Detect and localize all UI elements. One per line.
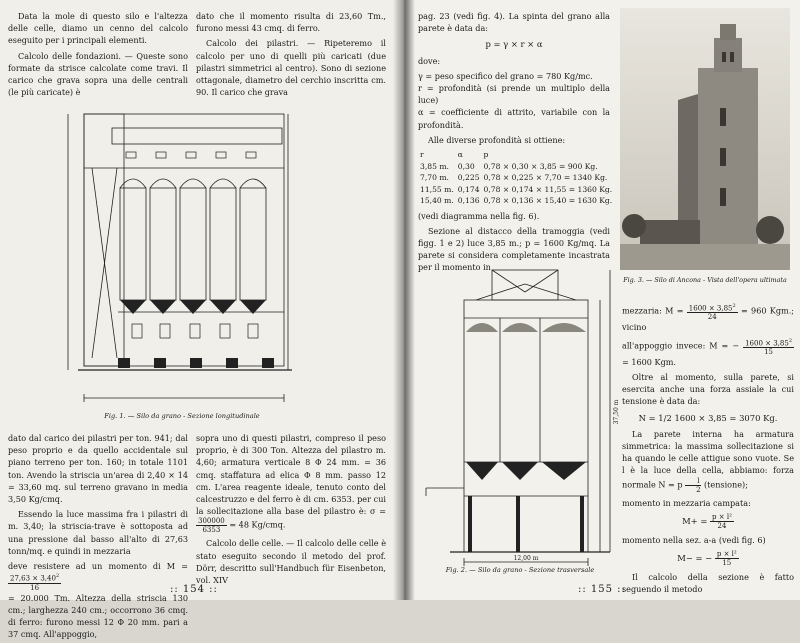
paragraph: dato che il momento risulta di 23,60 Tm., furono messi 43 cmq. di ferro. xyxy=(196,11,386,34)
dimension-width: 12,00 m xyxy=(513,555,539,562)
fraction-denominator: 2 xyxy=(696,485,701,494)
table-cell: 15,40 m. xyxy=(420,196,454,206)
book-gutter xyxy=(393,0,415,600)
figure-1-caption: Fig. 1. — Silo da grano - Sezione longitudinale xyxy=(104,412,260,420)
table-header: p xyxy=(483,150,489,160)
left-col1-bottom xyxy=(8,432,188,643)
appoggio-label: all'appoggio invece: M = − xyxy=(622,340,740,351)
table-cell: 3,85 m. xyxy=(420,161,449,171)
m-plus-formula xyxy=(622,513,794,530)
appoggio-line xyxy=(622,337,794,369)
figure-2-transverse-section xyxy=(420,262,620,568)
right-col1-top xyxy=(418,10,613,277)
m-plus-label: M+ = xyxy=(682,515,708,526)
m-minus-label: M− = − xyxy=(677,553,713,564)
table-cell: 0,225 xyxy=(457,173,480,183)
right-page xyxy=(398,0,800,600)
mezzaria-fraction xyxy=(687,302,738,321)
table-header-row xyxy=(418,149,614,161)
fraction-denominator: 6353 xyxy=(202,526,221,535)
numerator-text: 1600 × 3,85 xyxy=(745,338,789,347)
paragraph: Sezione al distacco della tramoggia (vedi figg. 1 e 2) luce 3,85 m.; p = 1600 Kg/mq. La parete si considera completamente incastrata per il momento in xyxy=(418,225,610,273)
table-cell: 0,174 xyxy=(457,184,480,194)
armatura-text: La parete interna ha armatura simmetrica: la massima sollecitazione si ha quando le celle attigue sono vuote. Se l è la luce della cella, abbiamo: forza normale N = p xyxy=(622,428,794,490)
sigma-fraction xyxy=(196,517,227,534)
table-cell: 7,70 m. xyxy=(420,173,449,183)
table-cell: 0,136 xyxy=(457,196,480,206)
right-col2-bottom xyxy=(622,302,794,599)
table-cell: 0,30 xyxy=(457,161,475,171)
left-col1-top xyxy=(8,10,188,101)
exponent: 2 xyxy=(788,337,792,344)
mezzaria-result: = 960 Kgm.; vicino xyxy=(622,305,794,333)
left-page xyxy=(0,0,398,640)
silo-transverse-drawing xyxy=(420,262,620,568)
exponent: 2 xyxy=(732,303,736,309)
table-note: (vedi diagramma nella fig. 6). xyxy=(418,210,540,221)
paragraph: = 20.000 Tm. Altezza della striscia 130 cm.; larghezza 240 cm.; occorrono 36 cmq. di ferro: furono messi 12 Φ 20 mm. pari a 37 cmq. All'appoggio, xyxy=(8,592,188,640)
table-cell: 0,78 × 0,225 × 7,70 = 1340 Kg. xyxy=(483,173,608,183)
figure-2-caption: Fig. 2. — Silo da grano - Sezione trasversale xyxy=(445,566,595,574)
fraction-denominator: 15 xyxy=(722,559,732,568)
armatura-fraction xyxy=(685,477,701,494)
paragraph: Alle diverse profondità si ottiene: xyxy=(428,134,566,145)
appoggio-fraction xyxy=(743,337,794,356)
table-header: α xyxy=(457,150,463,160)
figure-3-caption: Fig. 3. — Silo di Ancona - Vista dell'opera ultimata xyxy=(623,276,787,284)
fraction-numerator: 300000 xyxy=(198,517,225,526)
left-col2-top xyxy=(196,10,386,101)
momento-campata: momento in mezzaria campata: xyxy=(622,497,751,508)
dimension-height: 37,50 m xyxy=(613,399,620,425)
pilastro-text: sopra uno di questi pilastri, compreso il peso proprio, è di 300 Ton. Altezza del pilastro m. 4,60; armatura verticale 8 Φ 24 mm. = 36 cmq. staffatura ad elica Φ 8 mm. passo 12 cm. L'area reagente ideale, tenuto conto del calcestruzzo e del ferro è di cm. 6353. per cui la sollecitazione alla base del pilastro è: σ = xyxy=(196,433,386,517)
figure-1-longitudinal-section xyxy=(62,108,302,410)
spinta-formula: p = γ × r × α xyxy=(485,39,543,50)
paragraph xyxy=(196,432,386,534)
fraction-denominator: 15 xyxy=(764,347,773,356)
table-header: r xyxy=(420,150,424,160)
silo-photograph xyxy=(620,8,790,270)
table-cell: 0,78 × 0,30 × 3,85 = 900 Kg. xyxy=(483,161,598,171)
fraction-denominator: 16 xyxy=(30,583,40,592)
paragraph: Calcolo delle fondazioni. — Queste sono formate da strisce calcolate come travi. Il carico che grava sopra una delle centrali (le più caricate) è xyxy=(8,50,188,98)
sigma-result: = 48 Kg/cmq. xyxy=(229,519,286,530)
fraction-numerator: p × l² xyxy=(716,550,737,559)
fraction-numerator: l xyxy=(685,477,701,486)
paragraph xyxy=(622,428,794,494)
table-row xyxy=(418,161,614,173)
fraction-numerator xyxy=(743,337,794,348)
m-minus-fraction xyxy=(715,550,739,567)
table-cell: 0,78 × 0,136 × 15,40 = 1630 Kg. xyxy=(483,196,613,206)
mezzaria-label: mezzaria: M = xyxy=(622,305,684,316)
moment-line xyxy=(8,560,188,592)
definition: r = profondità (si prende un multiplo della luce) xyxy=(418,83,610,106)
armatura-tail: (tensione); xyxy=(704,479,748,490)
fraction-numerator xyxy=(687,302,738,313)
numerator-text: 27,63 × 3,40 xyxy=(10,574,56,583)
table-cell: 0,78 × 0,174 × 11,55 = 1360 Kg. xyxy=(483,184,613,194)
exponent: 2 xyxy=(55,573,60,580)
fraction-numerator: p × l² xyxy=(712,512,732,521)
n-formula: N = 1/2 1600 × 3,85 = 3070 Kg. xyxy=(638,412,778,423)
page-number-right: :: 155 :: xyxy=(578,584,626,595)
fraction-numerator xyxy=(8,572,61,583)
silo-longitudinal-drawing xyxy=(62,108,302,410)
appoggio-result: = 1600 Kgm. xyxy=(622,356,677,367)
paragraph: Calcolo dei pilastri. — Ripeteremo il calcolo per uno di quelli più caricati (due pilastri simmetrici al centro). Sono di sezione ottagonale, diametro del cerchio inscritta cm. 90. Il carico che grava xyxy=(196,38,386,98)
left-col2-bottom xyxy=(196,432,386,589)
mezzaria-line xyxy=(622,302,794,334)
paragraph: Calcolo delle celle. — Il calcolo delle celle è stato eseguito secondo il metodo del prof. Dörr, descritto sull'Handbuch für Eisenbeton, vol. XIV xyxy=(196,538,386,586)
silo-photo-image xyxy=(620,8,790,270)
dove-label: dove: xyxy=(418,55,441,66)
m-minus-formula xyxy=(622,550,794,567)
paragraph: Data la mole di questo silo e l'altezza delle celle, diamo un cenno del calcolo eseguito per i principali elementi. xyxy=(8,11,188,46)
paragraph: Il calcolo della sezione è fatto seguendo il metodo xyxy=(622,572,794,595)
moment-label: deve resistere ad un momento di M = xyxy=(8,561,188,572)
paragraph: pag. 23 (vedi fig. 4). La spinta del grano alla parete è data da: xyxy=(418,11,610,34)
numerator-text: 1600 × 3,85 xyxy=(688,304,733,313)
fraction-denominator: 24 xyxy=(707,313,717,322)
paragraph: Oltre al momento, sulla parete, si esercita anche una forza assiale la cui tensione è data da: xyxy=(622,372,794,407)
page-number-left: :: 154 :: xyxy=(170,584,218,595)
definition: α = coefficiente di attrito, variabile con la profondità. xyxy=(418,107,610,130)
m-plus-fraction xyxy=(710,513,734,530)
pressure-table xyxy=(418,149,614,207)
table-row xyxy=(418,195,614,207)
moment-fraction xyxy=(8,572,61,591)
sezione-text: momento nella sez. a-a (vedi fig. 6) xyxy=(622,534,766,545)
paragraph: Essendo la luce massima fra i pilastri di m. 3,40; la striscia-trave è sottoposta ad una pressione dal basso all'alto di 27,63 tonn/mq. e quindi in mezzaria xyxy=(8,509,188,556)
fraction-denominator: 24 xyxy=(717,521,727,530)
table-cell: 11,55 m. xyxy=(420,184,454,194)
table-row xyxy=(418,184,614,196)
table-row xyxy=(418,172,614,184)
paragraph: dato dal carico dei pilastri per ton. 941; dal peso proprio e da quello accidentale sul piano terreno per ton. 160; in totale 1101 ton. Avendo la striscia un'area di 2,40 × 14 = 33,60 mq. sul terreno gravano in media 3,50 Kg/cmq. xyxy=(8,433,188,505)
definition: γ = peso specifico del grano = 780 Kg/mc. xyxy=(418,70,593,81)
